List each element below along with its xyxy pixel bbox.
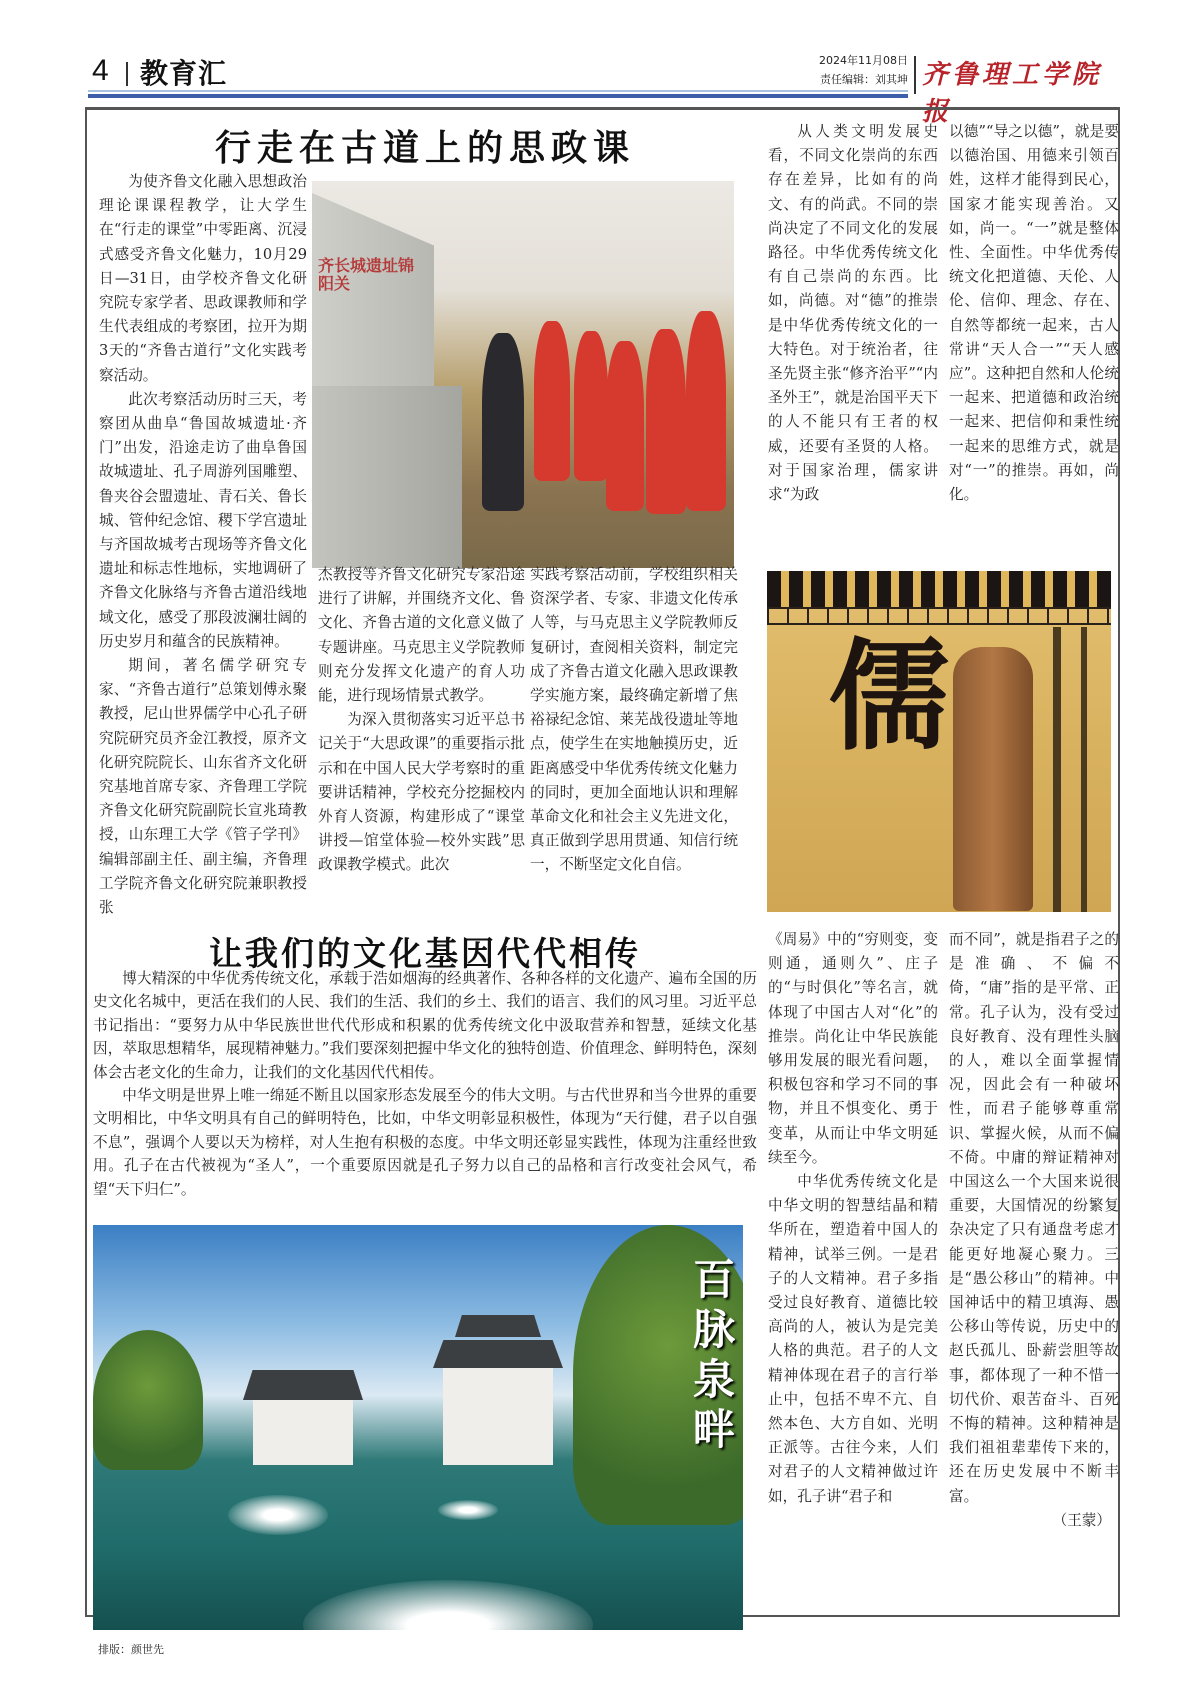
fountain-spray — [228, 1495, 328, 1535]
confucius-illustration — [767, 571, 1111, 912]
paragraph: 中华优秀传统文化是中华文明的智慧结晶和精华所在，塑造着中国人的精神，试举三例。一是君子的人文精神。君子多指受过良好教育、道德比较高尚的人，被认为是完美人格的典范。君子的人文精神体现在君子的言行举止中，包括不卑不亢、自然本色、大方自如、光明正派等。古往今来，人们对君子的人文精神做过许如，孔子讲“君子和 — [768, 1173, 938, 1505]
paragraph: 中华文明是世界上唯一绵延不断且以国家形态发展至今的伟大文明。与古代世界和当今世界的重要文明相比，中华文明具有自己的鲜明特色，比如，中华文明彰显积极性，体现为“天行健，君子以自强不息”，强调个人要以天为榜样，对人生抱有积极的态度。中华文明还彰显实践性，体现为注重经世致用。孔子在古代被视为“圣人”，一个重要原因就是孔子努力以自己的品格和言行改变社会风气，希望“天下归仁”。 — [93, 1087, 757, 1198]
article-2-column-right-2 — [949, 120, 1119, 507]
student-figure — [574, 331, 608, 481]
roof-eaves-pattern — [767, 571, 1111, 607]
field-trip-photo — [312, 181, 734, 568]
masthead — [88, 50, 1128, 127]
willow-tree — [93, 1330, 203, 1470]
professor-figure — [482, 333, 524, 511]
page-number: 4 — [92, 54, 109, 87]
paragraph: 实践考察活动前，学校组织相关资深学者、专家、非遗文化传承人等，与马克思主义学院教师反复研讨，查阅相关资料，制定完成了齐鲁古道文化融入思政课教学实施方案，最终确定新增了焦裕禄纪念馆、莱芜战役遗址等地点，使学生在实地触摸历史，近距离感受中华优秀传统文化魅力的同时，更加全面地认识和理解革命文化和社会主义先进文化，真正做到学思用贯通、知信行统一，不断坚定文化自信。 — [530, 566, 738, 874]
paragraph: 而不同”，就是指君子之的是准确、不偏不倚，“庸”指的是平常、正常。孔子认为，没有受过良好教育、没有理性头脑的人，难以全面掌握情况，因此会有一种破坏性，而君子能够尊重常识、掌握火候，从而不偏不倚。中庸的辩证精神对中国这么一个大国来说很重要，大国情况的纷繁复杂决定了只有通盘考虑才能更好地凝心聚力。三是“愚公移山”的精神。中国神话中的精卫填海、愚公移山等传说，历史中的赵氏孤儿、卧薪尝胆等故事，都体现了一种不惜一切代价、艰苦奋斗、百死不悔的精神。这种精神是我们祖祖辈辈传下来的，还在历史发展中不断丰富。 — [949, 931, 1119, 1505]
stele-base — [312, 386, 462, 568]
article-1-headline: 行走在古道上的思政课 — [214, 128, 635, 169]
student-figure — [646, 329, 686, 514]
paragraph: 为使齐鲁文化融入思想政治理论课课程教学，让大学生在“行走的课堂”中零距离、沉浸式感受齐鲁文化魅力，10月29日—31日，由学校齐鲁文化研究院专家学者、思政课教师和学生代表组成的考察团，拉开为期3天的“齐鲁古道行”文化实践考察活动。 — [99, 173, 307, 384]
paragraph: 期间，著名儒学研究专家、“齐鲁古道行”总策划傅永聚教授，尼山世界儒学中心孔子研究院研究员齐金江教授，原齐文化研究院院长、山东省齐文化研究基地首席专家、齐鲁理工学院齐鲁文化研究院副院长宣兆琦教授，山东理工大学《管子学刊》编辑部副主任、副主编，齐鲁理工学院齐鲁文化研究院兼职教授张 — [99, 657, 307, 917]
newspaper-logo: 齐鲁理工学院报 — [922, 60, 1103, 127]
spring-garden-photo — [93, 1225, 743, 1630]
pavilion-roof — [455, 1315, 541, 1337]
stele-inscription: 齐长城遗址锦阳关 — [318, 256, 415, 293]
article-2-column-right-3 — [768, 928, 938, 1509]
article-2-intro — [93, 967, 757, 1201]
page-number-divider — [126, 62, 128, 86]
brand-divider — [914, 56, 916, 94]
responsible-editor: 责任编辑：刘其坤 — [820, 73, 908, 86]
pavilion-tower — [443, 1365, 553, 1465]
paragraph: 为深入贯彻落实习近平总书记关于“大思政课”的重要指示批示和在中国人民大学考察时的重要讲话精神，学校充分挖掘校内外育人资源，构建形成了“课堂讲授—馆堂体验—校外实践”思政课教学模式。此次 — [318, 711, 525, 874]
article-2-column-right-4 — [949, 928, 1119, 1533]
pavilion-roof — [433, 1340, 563, 1368]
fountain-spray — [438, 1500, 498, 1520]
student-figure — [534, 321, 570, 481]
header-rule-light — [88, 90, 908, 92]
student-figure — [606, 341, 644, 511]
paragraph: 博大精深的中华优秀传统文化，承载于浩如烟海的经典著作、各种各样的文化遗产、遍布全国的历史文化名城中，更活在我们的人民、我们的生活、我们的乡土、我们的语言、我们的风习里。习近平总书记指出：“要努力从中华民族世世代代形成和积累的优秀传统文化中汲取营养和智慧，延续文化基因，萃取思想精华，展现精神魅力。”我们要深刻把握中华文化的独特创造、价值理念、鲜明特色，深刻体会古老文化的生命力，让我们的文化基因代代相传。 — [93, 970, 757, 1081]
article-1-column-3 — [530, 563, 738, 878]
header-rule — [88, 94, 908, 98]
photo-vertical-caption: 百脉泉畔 — [692, 1255, 735, 1454]
lattice-pattern — [767, 607, 1111, 625]
pavilion-hall — [253, 1395, 353, 1465]
student-figure — [686, 311, 726, 511]
issue-date: 2024年11月08日 — [819, 54, 908, 67]
article-1-column-1 — [99, 170, 307, 920]
paragraph: 杰教授等齐鲁文化研究专家沿途进行了讲解，并围绕齐文化、鲁文化、齐鲁古道的文化意义做了专题讲座。马克思主义学院教师则充分发挥文化遗产的育人功能，进行现场情景式教学。 — [318, 566, 525, 705]
article-2-column-right-1 — [768, 120, 938, 507]
calligraphy-ru: 儒 — [829, 626, 949, 767]
author-byline: （王蒙） — [1052, 1511, 1111, 1529]
pavilion-roof — [243, 1370, 363, 1400]
article-1-column-2 — [318, 563, 525, 878]
layout-credit: 排版：颜世先 — [98, 1643, 164, 1656]
confucius-figure — [953, 647, 1033, 911]
paragraph: 从人类文明发展史看，不同文化崇尚的东西存在差异，比如有的尚文、有的尚武。不同的崇尚决定了不同文化的发展路径。中华优秀传统文化有自己崇尚的东西。比如，尚德。对“德”的推崇是中华优秀传统文化的一大特色。对于统治者，往圣先贤主张“修齐治平”“内圣外王”，就是治国平天下的人不能只有王者的权威，还要有圣贤的人格。对于国家治理，儒家讲求“为政 — [768, 123, 938, 504]
section-title: 教育汇 — [140, 57, 228, 90]
paragraph: 此次考察活动历时三天，考察团从曲阜“鲁国故城遗址·齐门”出发，沿途走访了曲阜鲁国故城遗址、孔子周游列国雕塑、鲁夹谷会盟遗址、青石关、鲁长城、管仲纪念馆、稷下学宫遗址与齐国故城考古现场等齐鲁文化遗址和标志性地标，实地调研了齐鲁文化脉络与齐鲁古道沿线地域文化，感受了那段波澜壮阔的历史岁月和蕴含的民族精神。 — [99, 390, 307, 650]
bamboo-stalk — [1081, 627, 1087, 912]
paragraph: 《周易》中的“穷则变，变则通，通则久”、庄子的“与时俱化”等名言，就体现了中国古人对“化”的推崇。尚化让中华民族能够用发展的眼光看问题，积极包容和学习不同的事物，并且不惧变化、勇于变革，从而让中华文明延续至今。 — [768, 931, 938, 1166]
paragraph: 以德”“导之以德”，就是要以德治国、用德来引领百姓，这样才能得到民心，国家才能实现善治。又如，尚一。“一”就是整体性、全面性。中华优秀传统文化把道德、天伦、人伦、信仰、理念、存在、自然等都统一起来，古人常讲“天人合一”“天人感应”。这种把自然和人伦统一起来、把道德和政治统一起来、把信仰和秉性统一起来的思维方式，就是对“一”的推崇。再如，尚化。 — [949, 123, 1119, 504]
article-2-headline: 让我们的文化基因代代相传 — [209, 934, 641, 973]
spring-bubble — [303, 1580, 593, 1630]
bamboo-stalk — [1053, 627, 1061, 912]
